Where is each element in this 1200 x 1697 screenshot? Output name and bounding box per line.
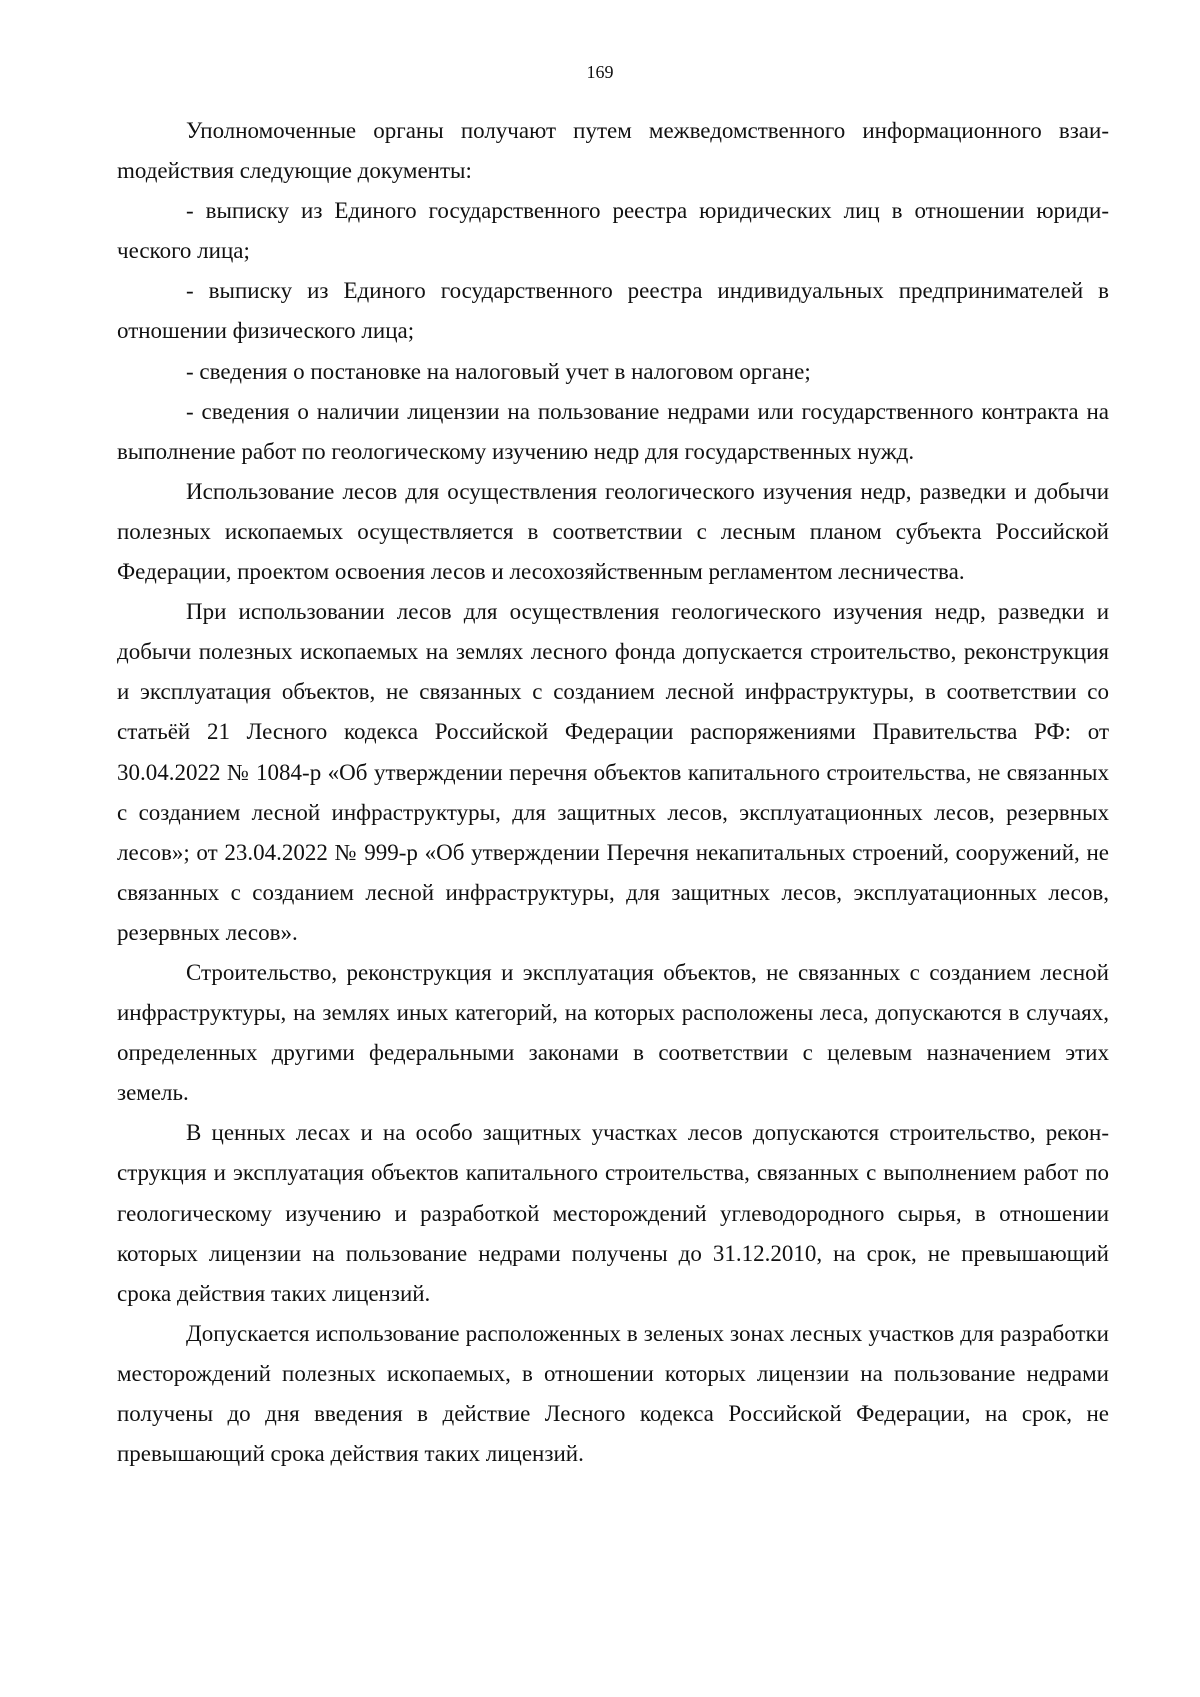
- document-body: [117, 111, 1109, 1474]
- paragraph-green-zones: Допускается использование расположенных в зеленых зонах лесных участков для разработки месторождений полезных ископаемых, в отношении которых лицензии на пользование недрами получены до дня введения в действие Лесного кодекса Российской Федерации, на срок, не превышающий срока действия таких лицензий.: [117, 1320, 1109, 1467]
- paragraph-construction-forest-fund: При использовании лесов для осуществления геологического изучения недр, разведки и добычи полезных ископаемых на землях лесного фонда допускается строительство, реконструкция и эксплуатация объектов, не связанных с созданием лесной инфраструктуры, в соответствии со статьёй 21 Лесного кодекса Российской Федерации распоряжениями Правительства РФ: от 30.04.2022 № 1084-р «Об утверждении перечня объектов капитального строительства, не связанных с созданием лесной инфраструктуры, для защитных лесов, эксплуатационных лесов, резервных лесов»; от 23.04.2022 № 999-р «Об утверждении Перечня некапитальных строений, сооружений, не связанных с созданием лесной инфраструктуры, для защитных лесов, эксплуатационных лесов, резервных лесов».: [117, 599, 1109, 945]
- paragraph-construction-other-lands: Строительство, реконструкция и эксплуатация объектов, не связанных с созданием лесной инфраструктуры, на землях иных категорий, на которых расположены леса, допускаются в случаях, определенных другими федеральными законами в соответствии с целевым назначением этих земель.: [117, 959, 1109, 1106]
- list-item-subsoil-license: - сведения о наличии лицензии на пользование недрами или государственного контракта на выполнение работ по геологическому изучению недр для государственных нужд.: [117, 398, 1109, 464]
- list-item-egrip-extract: - выписку из Единого государственного реестра индивидуальных предпринимателей в отношении физического лица;: [117, 278, 1109, 344]
- page-number: 169: [586, 62, 614, 82]
- list-item-tax-registration: - сведения о постановке на налоговый учет в налоговом органе;: [186, 358, 811, 384]
- paragraph-forest-use-geology: Использование лесов для осуществления геологического изучения недр, разведки и добычи полезных ископаемых осуществляется в соответствии с лесным планом субъекта Российской Федерации, проектом освоения лесов и лесохозяйственным регламентом лесничества.: [117, 478, 1109, 585]
- paragraph-authorized-bodies: Уполномоченные органы получают путем межведомственного информационного взаиmодействия следующие документы:: [117, 118, 1109, 184]
- paragraph-valuable-forests: В ценных лесах и на особо защитных участках лесов допускаются строительство, реконструкция и эксплуатация объектов капитального строительства, связанных с выполнением работ по геологическому изучению и разработкой месторождений углеводородного сырья, в отношении которых лицензии на пользование недрами получены до 31.12.2010, на срок, не превышающий срока действия таких лицензий.: [117, 1120, 1109, 1306]
- list-item-egrul-extract: - выписку из Единого государственного реестра юридических лиц в отношении юридического лица;: [117, 198, 1109, 264]
